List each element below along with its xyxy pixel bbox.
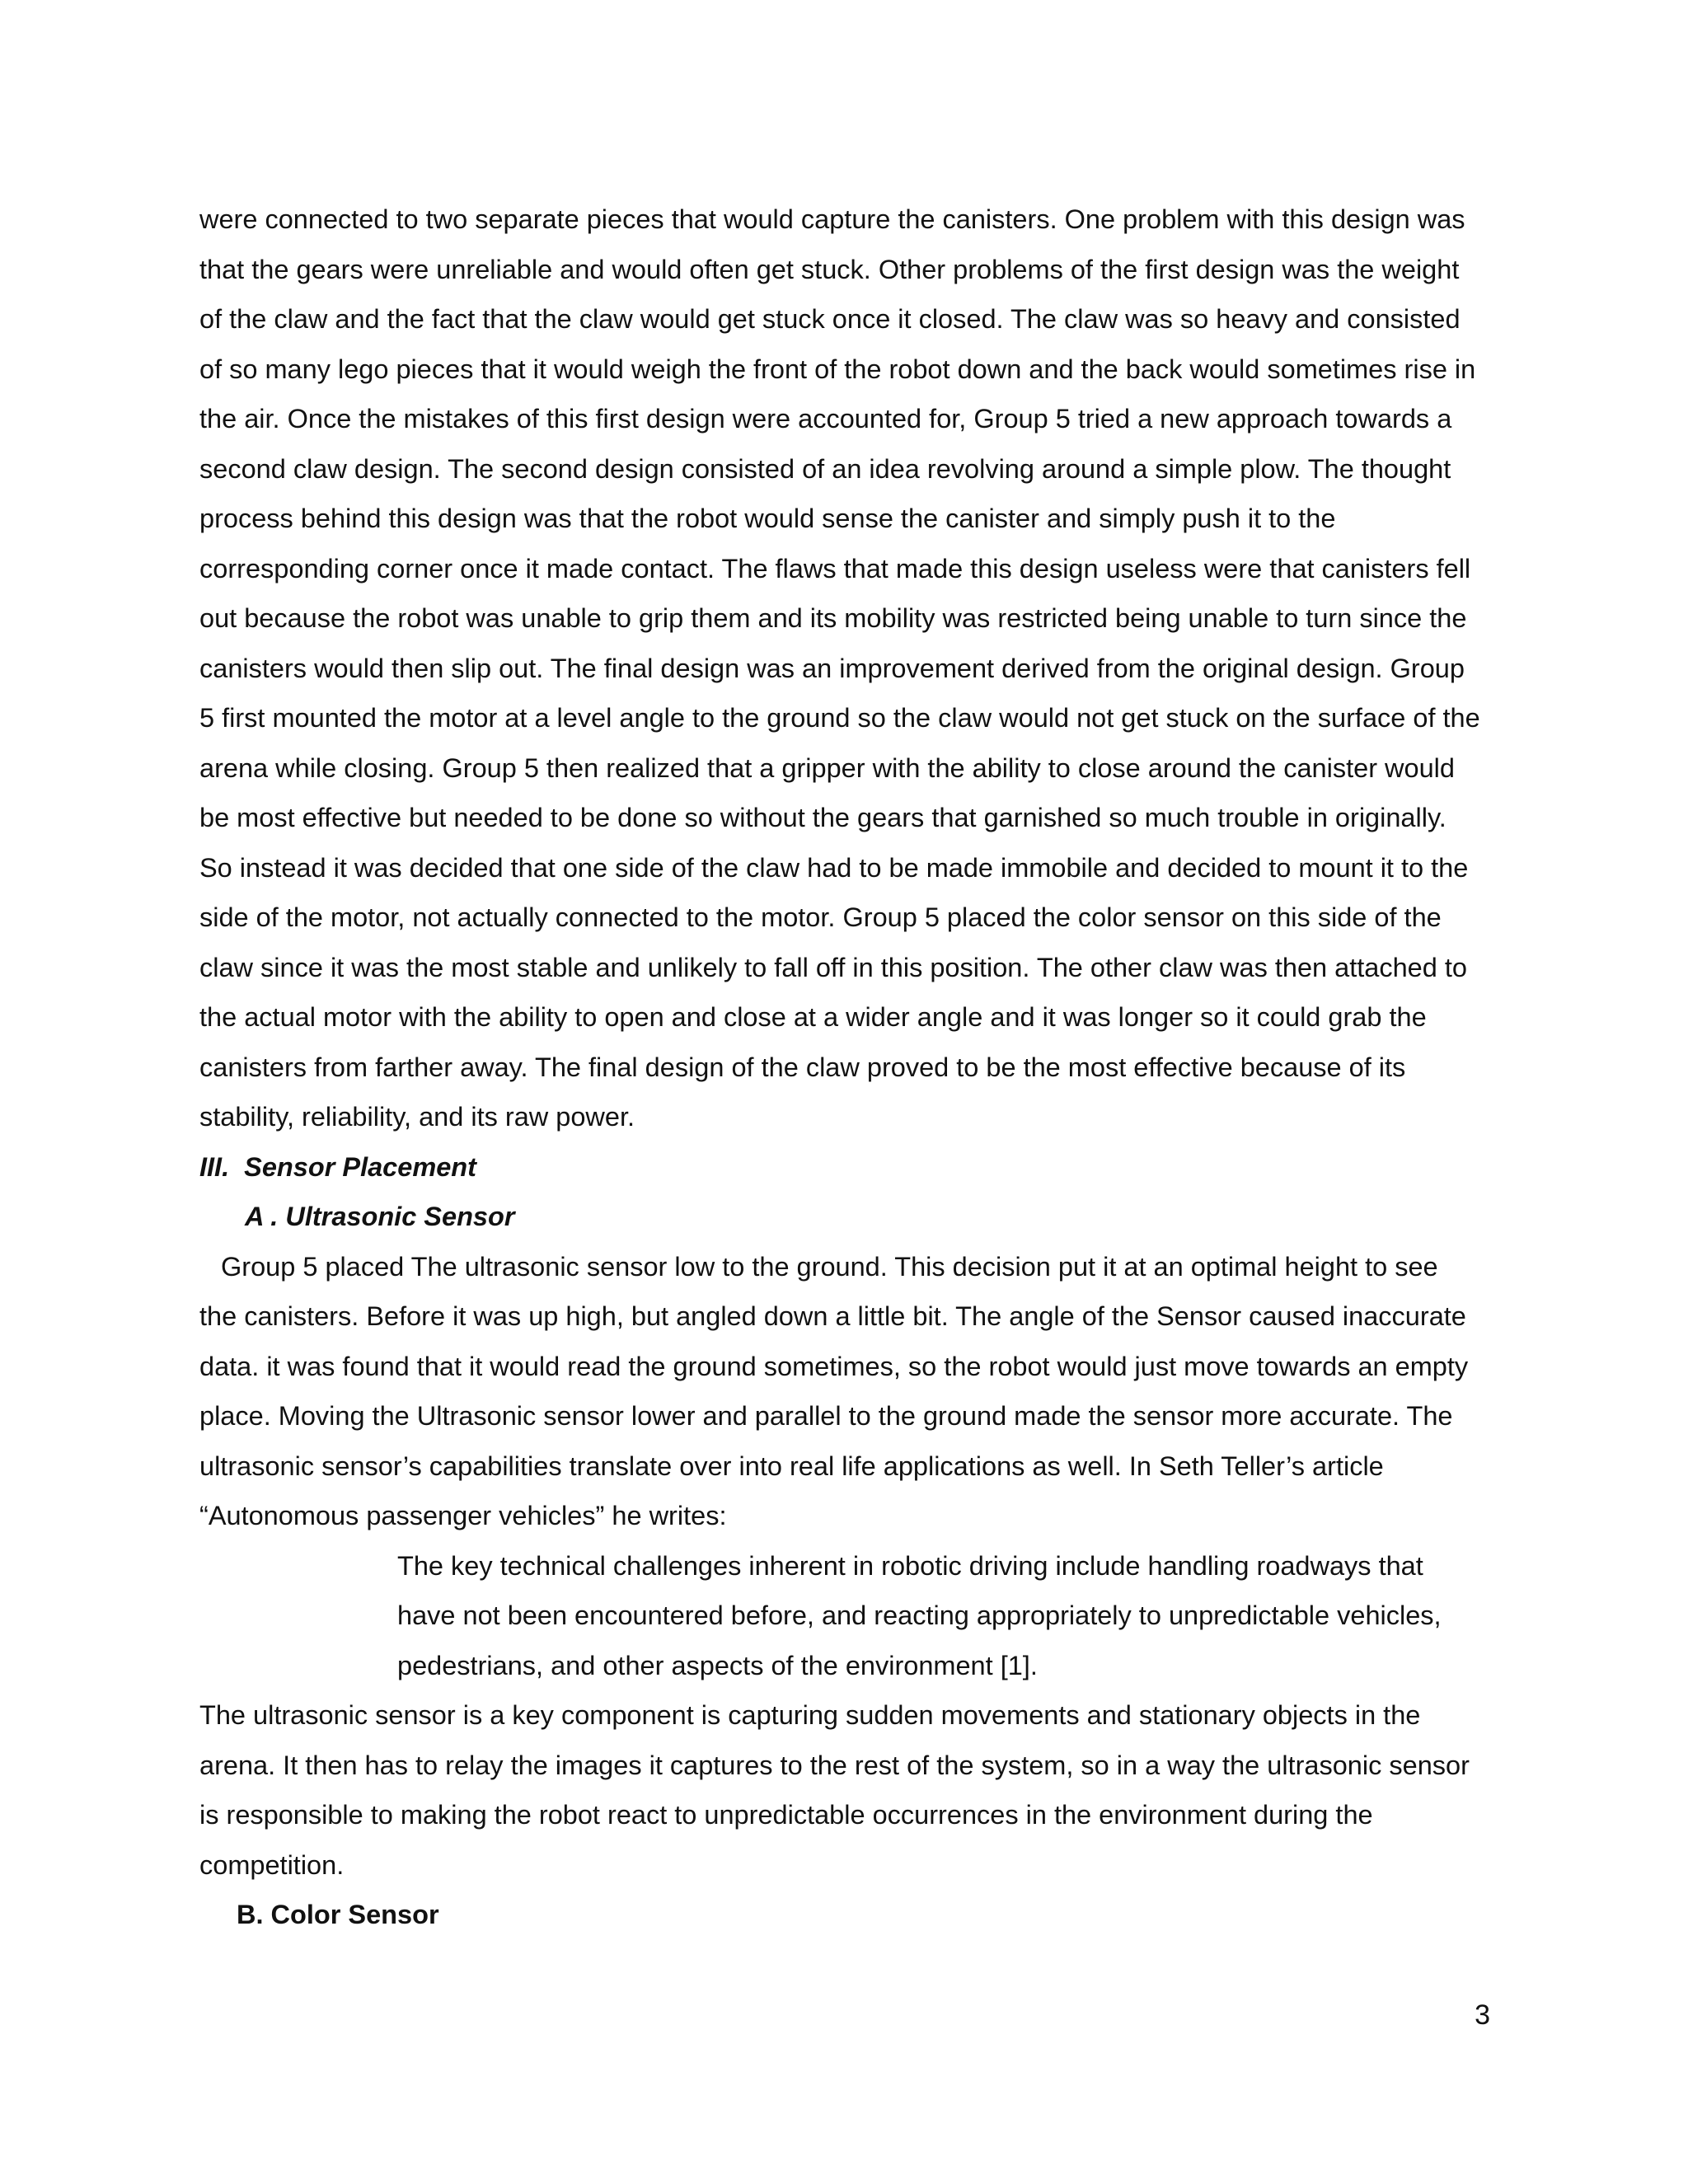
text-line: 5 first mounted the motor at a level angle to the ground so the claw would not get stuck on the surface of the [199, 703, 1480, 733]
text-line: So instead it was decided that one side of the claw had to be made immobile and decided to mount it to the [199, 852, 1469, 883]
section-heading-sensor-placement: III. Sensor Placement [199, 1151, 476, 1182]
text-line: claw since it was the most stable and unlikely to fall off in this position. The other claw was then attached to [199, 952, 1467, 982]
text-line: the air. Once the mistakes of this first design were accounted for, Group 5 tried a new approach towards a [199, 404, 1452, 434]
page-number: 3 [1475, 1999, 1490, 2031]
text-line: canisters would then slip out. The final design was an improvement derived from the original design. Group [199, 653, 1465, 683]
block-quote [199, 1541, 1493, 1691]
text-line: of so many lego pieces that it would weigh the front of the robot down and the back would sometimes rise in [199, 354, 1476, 384]
text-line: “Autonomous passenger vehicles” he writes: [199, 1501, 727, 1530]
quote-line: have not been encountered before, and reacting appropriately to unpredictable vehicles, [397, 1601, 1442, 1630]
subsection-heading-ultrasonic-sensor: A . Ultrasonic Sensor [245, 1202, 515, 1231]
quote-line: pedestrians, and other aspects of the environment [1]. [397, 1650, 1038, 1680]
text-line: Group 5 placed The ultrasonic sensor low to the ground. This decision put it at an optimal height to see [221, 1251, 1438, 1282]
text-line: ultrasonic sensor’s capabilities translate over into real life applications as well. In Seth Teller’s article [199, 1451, 1384, 1481]
text-line: were connected to two separate pieces that would capture the canisters. One problem with this design was [199, 204, 1465, 234]
text-line: the actual motor with the ability to open and close at a wider angle and it was longer so it could grab the [199, 1002, 1427, 1032]
text-line: stability, reliability, and its raw power. [199, 1102, 635, 1132]
subsection-heading-color-sensor: B. Color Sensor [237, 1900, 439, 1929]
text-line: is responsible to making the robot react to unpredictable occurrences in the environment during the [199, 1800, 1373, 1830]
text-line: of the claw and the fact that the claw would get stuck once it closed. The claw was so heavy and consisted [199, 304, 1461, 334]
text-line: process behind this design was that the robot would sense the canister and simply push it to the [199, 504, 1336, 533]
text-line: arena. It then has to relay the images it captures to the rest of the system, so in a way the ultrasonic sensor [199, 1750, 1470, 1780]
text-line: corresponding corner once it made contact. The flaws that made this design useless were that canisters fell [199, 553, 1471, 583]
text-line: arena while closing. Group 5 then realized that a gripper with the ability to close around the canister would [199, 752, 1455, 783]
paragraph-ultrasonic-sensor [199, 1242, 1493, 1541]
text-line: out because the robot was unable to grip them and its mobility was restricted being unable to turn since the [199, 603, 1467, 633]
text-line: side of the motor, not actually connected to the motor. Group 5 placed the color sensor on this side of the [199, 902, 1442, 932]
text-line: data. it was found that it would read the ground sometimes, so the robot would just move towards an empty [199, 1351, 1469, 1381]
document-body [199, 194, 1493, 1940]
text-line: be most effective but needed to be done so without the gears that garnished so much trouble in originally. [199, 803, 1447, 832]
text-line: competition. [199, 1849, 345, 1880]
text-line: The ultrasonic sensor is a key component is capturing sudden movements and stationary objects in the [199, 1700, 1421, 1730]
paragraph-claw-design [199, 194, 1493, 1142]
paragraph-ultrasonic-role [199, 1690, 1493, 1890]
text-line: the canisters. Before it was up high, but angled down a little bit. The angle of the Sensor caused inaccurate [199, 1301, 1466, 1331]
text-line: place. Moving the Ultrasonic sensor lower and parallel to the ground made the sensor more accurate. The [199, 1401, 1453, 1431]
text-line: second claw design. The second design consisted of an idea revolving around a simple plow. The thought [199, 453, 1451, 484]
quote-line: The key technical challenges inherent in robotic driving include handling roadways that [397, 1550, 1423, 1581]
text-line: canisters from farther away. The final design of the claw proved to be the most effective because of its [199, 1052, 1406, 1082]
text-line: that the gears were unreliable and would often get stuck. Other problems of the first design was the weight [199, 254, 1460, 284]
